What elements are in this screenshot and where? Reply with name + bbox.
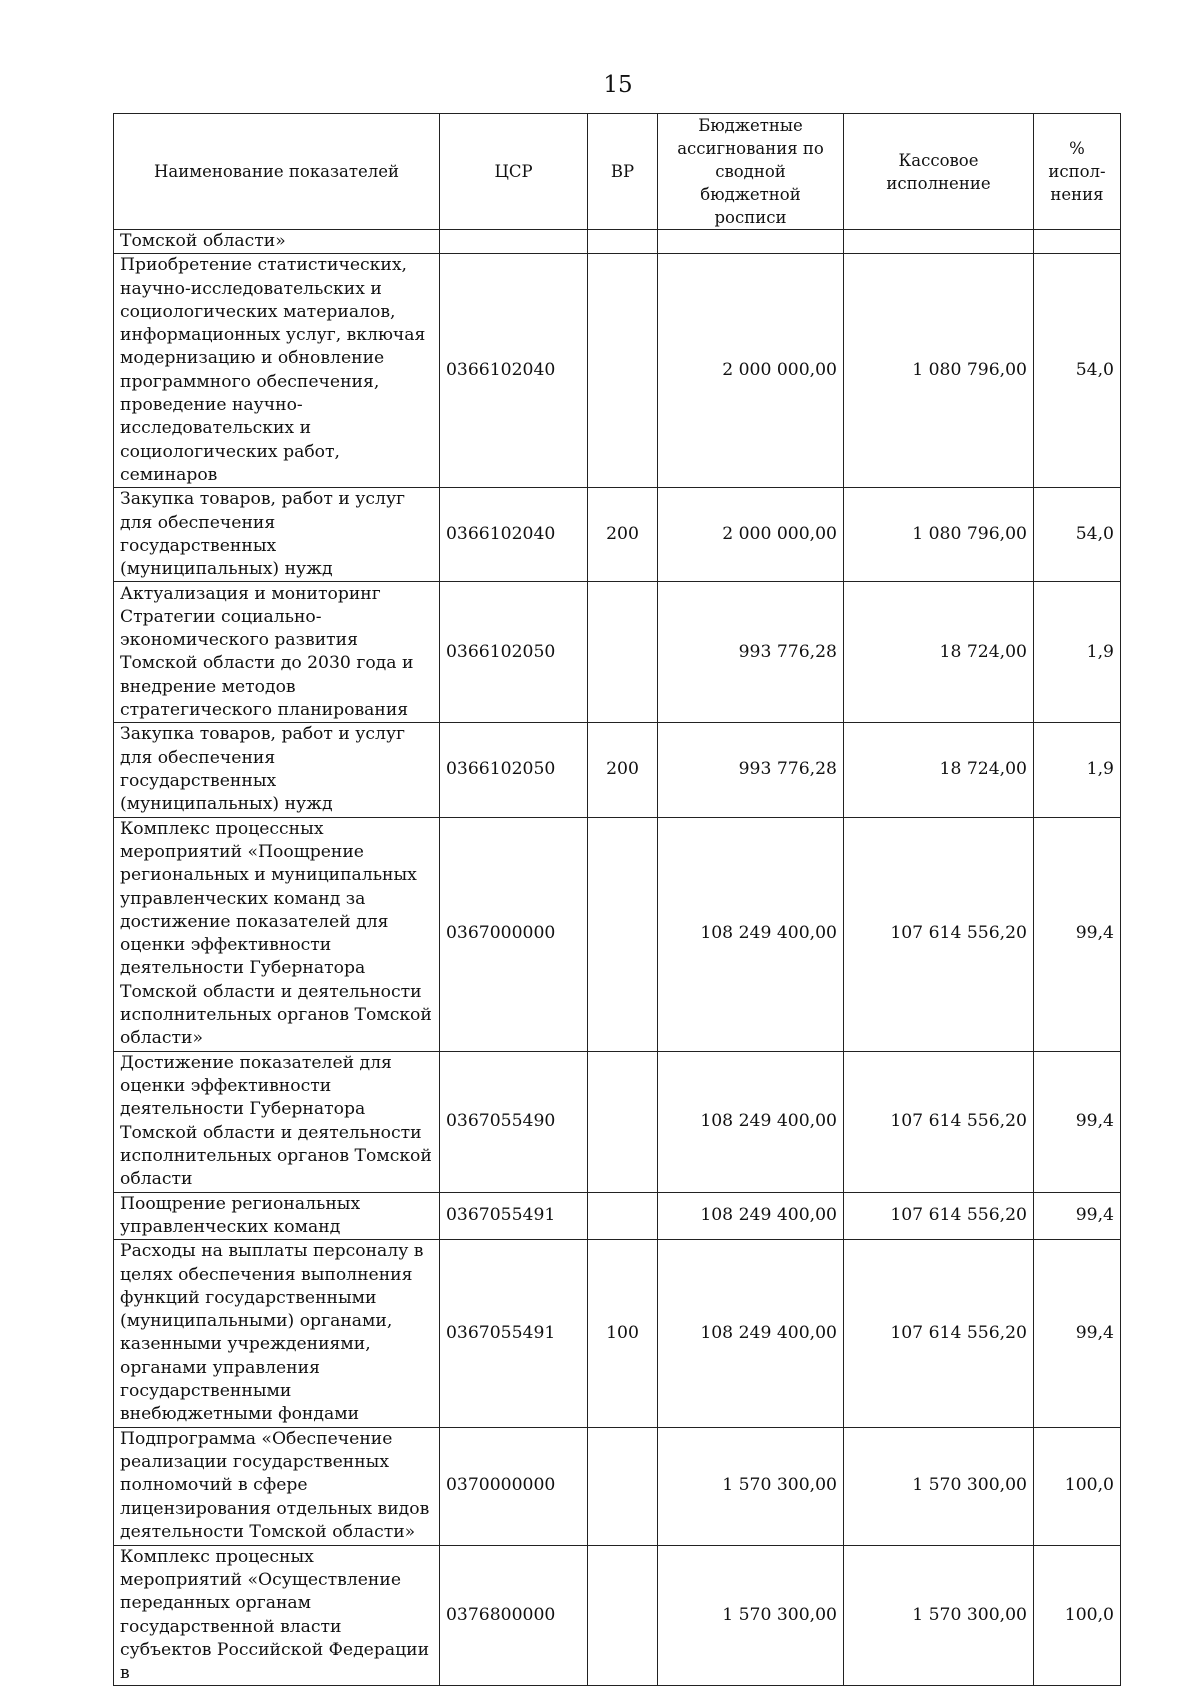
table-row xyxy=(114,817,1121,1051)
cell-percent: 54,0 xyxy=(1034,488,1121,582)
cell-percent: 99,4 xyxy=(1034,817,1121,1051)
cell-vr: 200 xyxy=(588,488,658,582)
cell-cash: 1 570 300,00 xyxy=(844,1427,1034,1545)
cell-name: Актуализация и мониторинг Стратегии социально-экономического развития Томской области до 2030 года и внедрение методов стратегического планирования xyxy=(114,582,440,723)
header-vr: ВР xyxy=(588,114,658,230)
cell-allocations xyxy=(658,230,844,254)
header-allocations: Бюджетные ассигнования по сводной бюджетной росписи xyxy=(658,114,844,230)
cell-percent: 99,4 xyxy=(1034,1240,1121,1427)
table-row xyxy=(114,723,1121,817)
cell-percent: 1,9 xyxy=(1034,723,1121,817)
table-row xyxy=(114,488,1121,582)
header-name: Наименование показателей xyxy=(114,114,440,230)
cell-cash: 1 080 796,00 xyxy=(844,488,1034,582)
cell-cash: 18 724,00 xyxy=(844,723,1034,817)
cell-csr: 0366102040 xyxy=(440,254,588,488)
cell-csr: 0367055491 xyxy=(440,1240,588,1427)
header-csr: ЦСР xyxy=(440,114,588,230)
cell-name: Поощрение региональных управленческих команд xyxy=(114,1192,440,1240)
cell-vr: 200 xyxy=(588,723,658,817)
cell-allocations: 993 776,28 xyxy=(658,723,844,817)
cell-percent: 100,0 xyxy=(1034,1545,1121,1686)
cell-allocations: 108 249 400,00 xyxy=(658,1192,844,1240)
cell-allocations: 993 776,28 xyxy=(658,582,844,723)
cell-csr: 0366102040 xyxy=(440,488,588,582)
table-row xyxy=(114,1545,1121,1686)
cell-allocations: 2 000 000,00 xyxy=(658,254,844,488)
cell-allocations: 1 570 300,00 xyxy=(658,1427,844,1545)
cell-csr: 0367055491 xyxy=(440,1192,588,1240)
cell-name: Закупка товаров, работ и услуг для обеспечения государственных (муниципальных) нужд xyxy=(114,488,440,582)
cell-name: Подпрограмма «Обеспечение реализации государственных полномочий в сфере лицензирования отдельных видов деятельности Томской области» xyxy=(114,1427,440,1545)
cell-name: Достижение показателей для оценки эффективности деятельности Губернатора Томской области и деятельности исполнительных органов Томской области xyxy=(114,1051,440,1192)
cell-vr xyxy=(588,1545,658,1686)
cell-csr: 0370000000 xyxy=(440,1427,588,1545)
cell-csr: 0367055490 xyxy=(440,1051,588,1192)
cell-cash xyxy=(844,230,1034,254)
cell-name: Приобретение статистических, научно-исследовательских и социологических материалов, информационных услуг, включая модернизацию и обновление программного обеспечения, проведение научно-исследовательских и социологических работ, семинаров xyxy=(114,254,440,488)
cell-percent: 100,0 xyxy=(1034,1427,1121,1545)
table-row xyxy=(114,1192,1121,1240)
table-row xyxy=(114,254,1121,488)
page-number: 15 xyxy=(603,72,633,98)
budget-execution-table xyxy=(113,113,1121,1686)
cell-percent: 54,0 xyxy=(1034,254,1121,488)
cell-cash: 107 614 556,20 xyxy=(844,1051,1034,1192)
cell-cash: 107 614 556,20 xyxy=(844,1240,1034,1427)
cell-vr xyxy=(588,1192,658,1240)
cell-vr xyxy=(588,1427,658,1545)
cell-csr: 0367000000 xyxy=(440,817,588,1051)
table-header-row xyxy=(114,114,1121,230)
cell-vr xyxy=(588,1051,658,1192)
cell-allocations: 1 570 300,00 xyxy=(658,1545,844,1686)
cell-name: Расходы на выплаты персоналу в целях обеспечения выполнения функций государственными (муниципальными) органами, казенными учреждениями, органами управления государственными внебюджетными фондами xyxy=(114,1240,440,1427)
cell-cash: 1 080 796,00 xyxy=(844,254,1034,488)
header-percent: % испол-нения xyxy=(1034,114,1121,230)
cell-name: Закупка товаров, работ и услуг для обеспечения государственных (муниципальных) нужд xyxy=(114,723,440,817)
cell-cash: 18 724,00 xyxy=(844,582,1034,723)
cell-percent: 99,4 xyxy=(1034,1051,1121,1192)
cell-csr xyxy=(440,230,588,254)
cell-name: Комплекс процессных мероприятий «Поощрение региональных и муниципальных управленческих команд за достижение показателей для оценки эффективности деятельности Губернатора Томской области и деятельности исполнительных органов Томской области» xyxy=(114,817,440,1051)
cell-cash: 1 570 300,00 xyxy=(844,1545,1034,1686)
cell-csr: 0366102050 xyxy=(440,582,588,723)
table-row xyxy=(114,1051,1121,1192)
cell-percent xyxy=(1034,230,1121,254)
cell-vr xyxy=(588,254,658,488)
cell-allocations: 2 000 000,00 xyxy=(658,488,844,582)
cell-percent: 99,4 xyxy=(1034,1192,1121,1240)
cell-percent: 1,9 xyxy=(1034,582,1121,723)
cell-name: Томской области» xyxy=(114,230,440,254)
cell-allocations: 108 249 400,00 xyxy=(658,1240,844,1427)
cell-csr: 0366102050 xyxy=(440,723,588,817)
cell-vr xyxy=(588,817,658,1051)
cell-allocations: 108 249 400,00 xyxy=(658,1051,844,1192)
cell-vr xyxy=(588,582,658,723)
header-cash-execution: Кассовое исполнение xyxy=(844,114,1034,230)
cell-vr xyxy=(588,230,658,254)
cell-vr: 100 xyxy=(588,1240,658,1427)
table-row xyxy=(114,1427,1121,1545)
cell-allocations: 108 249 400,00 xyxy=(658,817,844,1051)
table-row xyxy=(114,582,1121,723)
table-row xyxy=(114,230,1121,254)
cell-name: Комплекс процесных мероприятий «Осуществление переданных органам государственной власти субъектов Российской Федерации в xyxy=(114,1545,440,1686)
cell-cash: 107 614 556,20 xyxy=(844,817,1034,1051)
table-row xyxy=(114,1240,1121,1427)
cell-cash: 107 614 556,20 xyxy=(844,1192,1034,1240)
cell-csr: 0376800000 xyxy=(440,1545,588,1686)
